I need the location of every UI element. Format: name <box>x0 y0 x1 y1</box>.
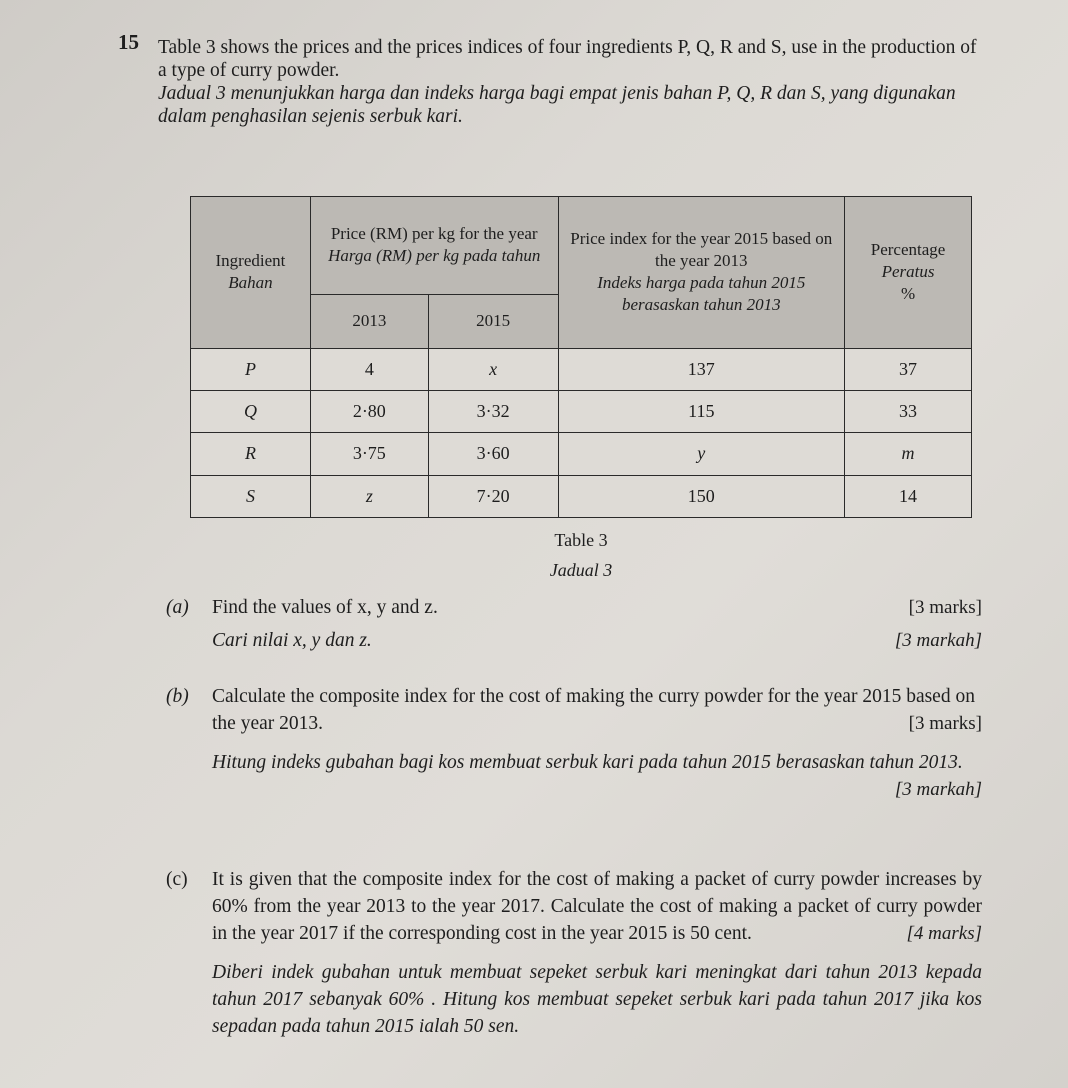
header-pct-ms: Peratus <box>881 262 935 282</box>
part-a <box>166 594 982 654</box>
intro-english: Table 3 shows the prices and the prices indices of four ingredients P, Q, R and S, use in the production of a type of curry powder. <box>158 37 977 81</box>
intro-malay: Jadual 3 menunjukkan harga dan indeks harga bagi empat jenis bahan P, Q, R dan S, yang digunakan dalam penghasilan sejenis serbuk kari. <box>158 83 956 127</box>
cell-price-index: 137 <box>558 348 845 390</box>
header-year-2013: 2013 <box>310 294 428 348</box>
cell-ingredient: S <box>191 475 311 517</box>
cell-price-index: 115 <box>558 390 845 432</box>
part-a-marks-ms: [3 markah] <box>894 630 982 651</box>
cell-percentage: 37 <box>845 348 972 390</box>
part-a-english-text: Find the values of x, y and z. <box>212 597 438 618</box>
part-b-malay <box>212 749 982 800</box>
table-row <box>191 433 972 475</box>
header-price-en: Price (RM) per kg for the year <box>330 224 538 244</box>
cell-percentage: m <box>845 433 972 475</box>
header-pct-en: Percentage <box>870 240 946 260</box>
cell-percentage: 14 <box>845 475 972 517</box>
part-b-marks-en: [3 marks] <box>908 713 982 734</box>
part-c-marks-en: [4 marks] <box>906 923 982 944</box>
header-index-ms: Indeks harga pada tahun 2015 berasaskan tahun 2013 <box>597 273 806 315</box>
cell-price-2013: z <box>310 475 428 517</box>
part-b <box>166 683 982 803</box>
part-a-label: (a) <box>166 597 189 618</box>
cell-ingredient: P <box>191 348 311 390</box>
header-pct-unit: % <box>900 284 916 304</box>
cell-price-2013: 2·80 <box>310 390 428 432</box>
cell-ingredient: Q <box>191 390 311 432</box>
header-ingredient-ms: Bahan <box>228 273 273 293</box>
header-price-index <box>558 197 845 349</box>
table-row <box>191 348 972 390</box>
header-ingredient-en: Ingredient <box>215 251 286 271</box>
table-caption-ms: Jadual 3 <box>549 560 613 580</box>
part-b-malay-text: Hitung indeks gubahan bagi kos membuat serbuk kari pada tahun 2015 berasaskan tahun 2013. <box>212 752 963 773</box>
header-percentage <box>845 197 972 349</box>
part-a-malay <box>212 627 982 654</box>
header-ingredient <box>191 197 311 349</box>
table-header-row <box>191 197 972 295</box>
part-b-marks-ms: [3 markah] <box>894 779 982 800</box>
table-row <box>191 390 972 432</box>
part-c-label: (c) <box>166 869 188 890</box>
part-c-english <box>212 866 982 947</box>
part-b-english-text: Calculate the composite index for the cost of making the curry powder for the year 2015 based on the year 2013. <box>212 686 975 734</box>
header-price-ms: Harga (RM) per kg pada tahun <box>328 246 541 266</box>
cell-price-2015: 3·60 <box>428 433 558 475</box>
cell-price-2013: 3·75 <box>310 433 428 475</box>
table-3 <box>190 196 972 518</box>
header-price <box>310 197 558 295</box>
cell-ingredient: R <box>191 433 311 475</box>
table-caption-en: Table 3 <box>554 530 608 550</box>
cell-price-index: y <box>558 433 845 475</box>
table-row <box>191 475 972 517</box>
cell-price-index: 150 <box>558 475 845 517</box>
cell-price-2015: 7·20 <box>428 475 558 517</box>
cell-price-2015: 3·32 <box>428 390 558 432</box>
part-b-label: (b) <box>166 686 189 707</box>
part-c <box>166 866 982 1040</box>
cell-percentage: 33 <box>845 390 972 432</box>
part-b-english <box>212 683 982 737</box>
question-number: 15 <box>118 30 139 54</box>
header-index-en: Price index for the year 2015 based on the year 2013 <box>570 229 833 271</box>
part-a-marks-en: [3 marks] <box>908 597 982 618</box>
question-intro <box>158 36 978 128</box>
header-year-2015: 2015 <box>428 294 558 348</box>
part-c-english-text: It is given that the composite index for the cost of making a packet of curry powder increases by 60% from the year 2013 to the year 2017. Calculate the cost of making a packet of curry powder in the year 2017 if the corresponding cost in the year 2015 is 50 cent. <box>212 869 982 944</box>
part-a-english <box>212 594 982 621</box>
cell-price-2015: x <box>428 348 558 390</box>
part-c-malay: Diberi indek gubahan untuk membuat sepeket serbuk kari meningkat dari tahun 2013 kepada tahun 2017 sebanyak 60% . Hitung kos membuat sepeket serbuk kari pada tahun 2017 jika kos sepadan pada tahun 2015 ialah 50 sen. <box>212 962 982 1037</box>
part-a-malay-text: Cari nilai x, y dan z. <box>212 630 372 651</box>
cell-price-2013: 4 <box>310 348 428 390</box>
